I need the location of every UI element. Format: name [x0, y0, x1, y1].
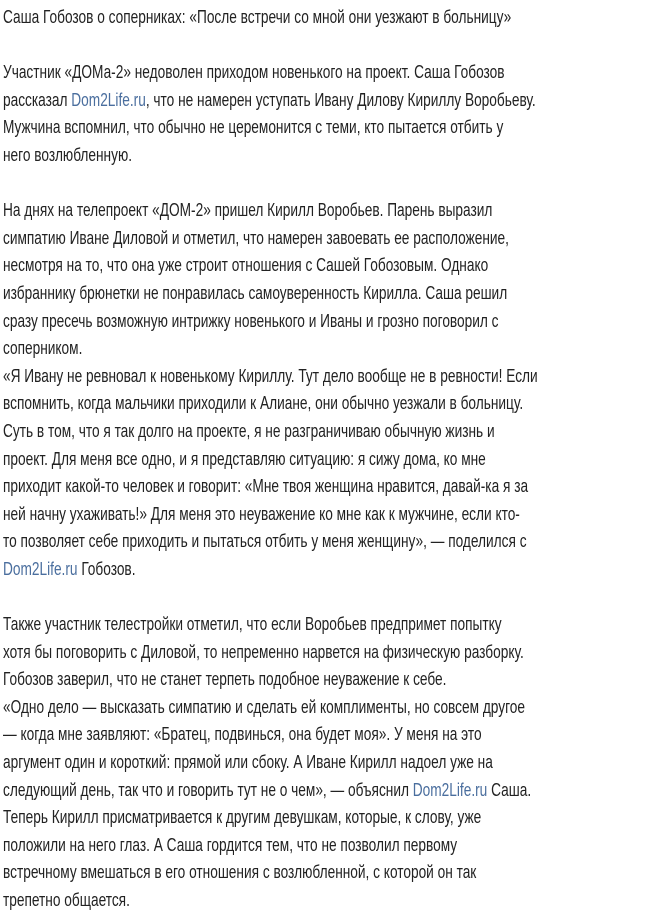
text-line: [3, 832, 670, 860]
text-segment: него возлюбленную.: [3, 144, 133, 165]
text-line: [3, 390, 670, 418]
paragraph: [3, 611, 670, 915]
text-line: [3, 225, 670, 253]
text-segment: то позволяет себе приходить и пытаться отбить у меня женщину», — поделился с: [3, 531, 527, 552]
text-line: [3, 749, 670, 777]
paragraph: [3, 197, 670, 583]
text-segment: следующий день, так что и говорить тут не о чем», — объяснил: [3, 779, 413, 800]
text-line: [3, 363, 670, 391]
text-segment: , что не намерен уступать Ивану Дилову Кириллу Воробьеву.: [145, 89, 536, 110]
text-segment: симпатию Иване Диловой и отметил, что намерен завоевать ее расположение,: [3, 227, 509, 248]
article-body: [3, 32, 670, 915]
text-segment: рассказал: [3, 89, 72, 110]
article: [3, 4, 670, 915]
source-link[interactable]: Dom2Life.ru: [412, 779, 488, 800]
text-segment: Также участник телестройки отметил, что если Воробьев предпримет попытку: [3, 614, 502, 635]
text-line: [3, 556, 670, 584]
text-line: [3, 252, 670, 280]
text-segment: встречному вмешаться в его отношения с возлюбленной, с которой он так: [3, 862, 477, 883]
text-line: [3, 197, 670, 225]
text-segment: сразу пресечь возможную интрижку новенького и Иваны и грозно поговорил с: [3, 310, 499, 331]
text-segment: Участник «ДОМа-2» недоволен приходом новенького на проект. Саша Гобозов: [3, 62, 505, 83]
article-title: Саша Гобозов о соперниках: «После встречи со мной они уезжают в больницу»: [3, 7, 512, 27]
text-segment: ней начну ухаживать!» Для меня это неуважение ко мне как к мужчине, если кто-: [3, 503, 520, 524]
text-segment: положили на него глаз. А Саша гордится тем, что не позволил первому: [3, 834, 458, 855]
text-line: [3, 142, 670, 170]
text-line: [3, 528, 670, 556]
text-line: [3, 308, 670, 336]
text-line: [3, 59, 670, 87]
text-line: [3, 87, 670, 115]
paragraph-gap: [3, 32, 670, 60]
text-segment: Гобозов заверил, что не станет терпеть подобное неуважение к себе.: [3, 669, 447, 690]
text-segment: вспомнить, когда мальчики приходили к Алиане, они обычно уезжали в больницу.: [3, 393, 524, 414]
text-segment: Теперь Кирилл присматривается к другим девушкам, которые, к слову, уже: [3, 807, 482, 828]
text-line: [3, 859, 670, 887]
paragraph-gap: [3, 583, 670, 611]
text-segment: Суть в том, что я так долго на проекте, я не разграничиваю обычную жизнь и: [3, 420, 495, 441]
text-segment: проект. Для меня все одно, и я представляю ситуацию: я сижу дома, ко мне: [3, 448, 486, 469]
text-line: [3, 721, 670, 749]
text-line: [3, 639, 670, 667]
text-line: [3, 804, 670, 832]
text-line: [3, 335, 670, 363]
text-line: [3, 666, 670, 694]
text-segment: — когда мне заявляют: «Братец, подвинься, она будет моя». У меня на это: [3, 724, 482, 745]
text-line: [3, 418, 670, 446]
text-line: [3, 501, 670, 529]
text-segment: избраннику брюнетки не понравилась самоуверенность Кирилла. Саша решил: [3, 282, 508, 303]
text-line: [3, 114, 670, 142]
text-segment: несмотря на то, что она уже строит отношения с Сашей Гобозовым. Однако: [3, 255, 489, 276]
text-segment: Мужчина вспомнил, что обычно не церемонится с теми, кто пытается отбить у: [3, 117, 504, 138]
text-line: [3, 611, 670, 639]
text-segment: трепетно общается.: [3, 890, 130, 910]
text-line: [3, 280, 670, 308]
text-segment: Саша.: [487, 779, 532, 800]
text-line: [3, 887, 670, 915]
text-line: [3, 694, 670, 722]
text-segment: На днях на телепроект «ДОМ-2» пришел Кирилл Воробьев. Парень выразил: [3, 200, 493, 221]
text-segment: «Одно дело — высказать симпатию и сделать ей комплименты, но совсем другое: [3, 696, 526, 717]
text-line: [3, 446, 670, 474]
text-segment: Гобозов.: [77, 558, 136, 579]
paragraph: [3, 59, 670, 169]
text-segment: соперником.: [3, 338, 83, 359]
text-segment: аргумент один и короткий: прямой или сбоку. А Иване Кирилл надоел уже на: [3, 752, 493, 773]
source-link[interactable]: Dom2Life.ru: [71, 89, 146, 110]
text-segment: приходит какой-то человек и говорит: «Мне твоя женщина нравится, давай-ка я за: [3, 476, 529, 497]
text-line: [3, 777, 670, 805]
paragraph-gap: [3, 170, 670, 198]
text-segment: хотя бы поговорить с Диловой, то непременно нарвется на физическую разборку.: [3, 641, 524, 662]
text-line: [3, 473, 670, 501]
source-link[interactable]: Dom2Life.ru: [3, 558, 78, 579]
text-segment: «Я Ивану не ревновал к новенькому Кириллу. Тут дело вообще не в ревности! Если: [3, 365, 538, 386]
